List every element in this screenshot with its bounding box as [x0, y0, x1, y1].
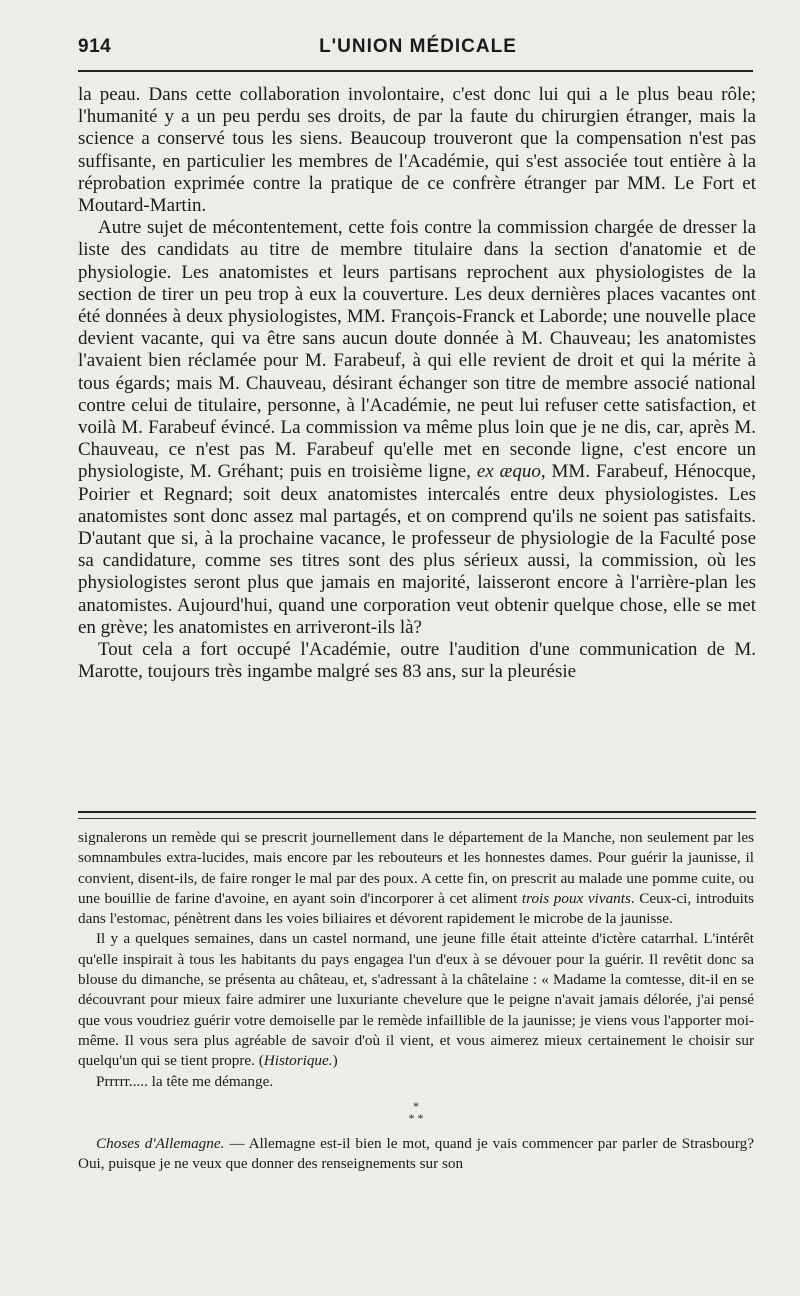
page-number: 914 — [78, 36, 112, 57]
footnote-rule-thin — [78, 818, 756, 819]
running-header — [78, 36, 758, 66]
footnote-4-text: — Allemagne est-il bien le mot, quand je vais commencer par parler de Strasbourg? Oui, puisque je ne veux que donner des renseignements sur son — [78, 1134, 754, 1173]
footnotes — [78, 828, 754, 1174]
footnote-2-close: ) — [332, 1052, 338, 1070]
footnote-4-italic: Choses d'Allemagne. — [96, 1134, 225, 1152]
header-rule — [78, 70, 753, 72]
separator-asterisks: * * * — [408, 1098, 424, 1125]
journal-title: L'UNION MÉDICALE — [319, 36, 517, 57]
paragraph-3: Tout cela a fort occupé l'Académie, outre l'audition d'une communication de M. Marotte, toujours très ingambe malgré ses 83 ans, sur la pleurésie — [78, 639, 756, 683]
paragraph-1: la peau. Dans cette collaboration involontaire, c'est donc lui qui a le plus beau rôle; l'humanité y a un peu perdu ses droits, de par la faute du chirurgien étranger, mais la science a conservé tous les siens. Beaucoup trouveront que la compensation n'est pas suffisante, en particulier les membres de l'Académie, qui s'est associée tout entière à la réprobation exprimée contre la pratique de ce confrère étranger par MM. Le Fort et Moutard-Martin. — [78, 84, 756, 217]
footnote-2-italic: Historique. — [263, 1052, 333, 1070]
paragraph-2 — [78, 217, 756, 639]
footnote-paragraph-2 — [78, 929, 754, 1071]
footnote-paragraph-1 — [78, 828, 754, 929]
main-text — [78, 84, 756, 683]
footnote-paragraph-3: Prrrrr..... la tête me démange. — [96, 1072, 274, 1090]
paragraph-2-italic: ex æquo — [476, 461, 541, 483]
paragraph-2-text: Autre sujet de mécontentement, cette fois contre la commission chargée de dresser la liste des candidats au titre de membre titulaire dans la section d'anatomie et de physiologie. Les anatomistes et leurs partisans reprochent aux physiologistes de la section de tirer un peu trop à eux la couverture. Les deux dernières places vacantes ont été données à deux physiologistes, MM. François-Franck et Laborde; une nouvelle place devient vacante, qui va être sans aucun doute donnée à M. Chauveau; les anatomistes l'avaient bien réclamée pour M. Farabeuf, à qui elle revient de droit et qui la mérite à tous égards; mais M. Chauveau, désirant échanger son titre de membre associé national contre celui de titulaire, personne, à l'Académie, ne peut lui refuser cette satisfaction, et voilà M. Farabeuf évincé. La commission va même plus loin que je ne dis, car, après M. Chauveau, ce n'est pas M. Farabeuf qu'elle met en seconde ligne, c'est encore un physiologiste, M. Gréhant; puis en troisième ligne, — [78, 217, 756, 483]
footnote-1-text: signalerons un remède qui se prescrit journellement dans le département de la Manche, non seulement par les somnambules extra-lucides, mais encore par les rebouteurs et les honnestes dames. Pour guérir la jaunisse, il convient, disent-ils, de faire ronger le mal par des poux. A cette fin, on prescrit au malade une pomme cuite, ou une bouillie de farine d'avoine, en ayant soin d'incorporer à cet aliment — [78, 829, 754, 907]
footnote-paragraph-4 — [78, 1134, 754, 1175]
paragraph-2-tail: , MM. Farabeuf, Hénocque, Poirier et Regnard; soit deux anatomistes intercalés entre deux physiologistes. Les anatomistes sont donc assez mal partagés, et on comprend qu'ils ne soient pas satisfaits. D'autant que si, à la prochaine vacance, le professeur de physiologie de la Faculté pose sa candidature, comme ses titres sont des plus sérieux aussi, la commission, où les physiologistes seront plus que jamais en majorité, laisseront encore à l'arrière-plan les anatomistes. Aujourd'hui, quand une corporation veut obtenir quelque chose, elle se met en grève; les anatomistes en arriveront-ils là? — [78, 461, 756, 638]
footnote-1-italic: trois poux vivants — [521, 889, 631, 907]
footnote-1-tail: . Ceux-ci, introduits dans l'estomac, pénètrent dans les voies biliaires et dévorent rapidement le microbe de la jaunisse. — [78, 889, 754, 928]
footnote-rule — [78, 811, 756, 813]
footnote-2-text: Il y a quelques semaines, dans un castel normand, une jeune fille était atteinte d'ictère catarrhal. L'intérêt qu'elle inspirait à tous les habitants du pays engagea l'un d'eux à se dévouer pour la guérir. Il revêtit donc sa blouse du dimanche, se présenta au château, et, s'adressant à la châtelaine : « Madame la comtesse, dit-il en se découvrant pour mieux faire admirer une luxuriante chevelure que le peigne n'avait jamais délorée, j'ai pensé que vous voudriez guérir votre demoiselle par le remède infaillible de la jaunisse; je viens vous l'apporter moi-même. Il vous sera plus agréable de savoir d'où il vient, et vous aimerez mieux certainement le choisir sur quelqu'un qui se tient propre. ( — [78, 930, 754, 1070]
